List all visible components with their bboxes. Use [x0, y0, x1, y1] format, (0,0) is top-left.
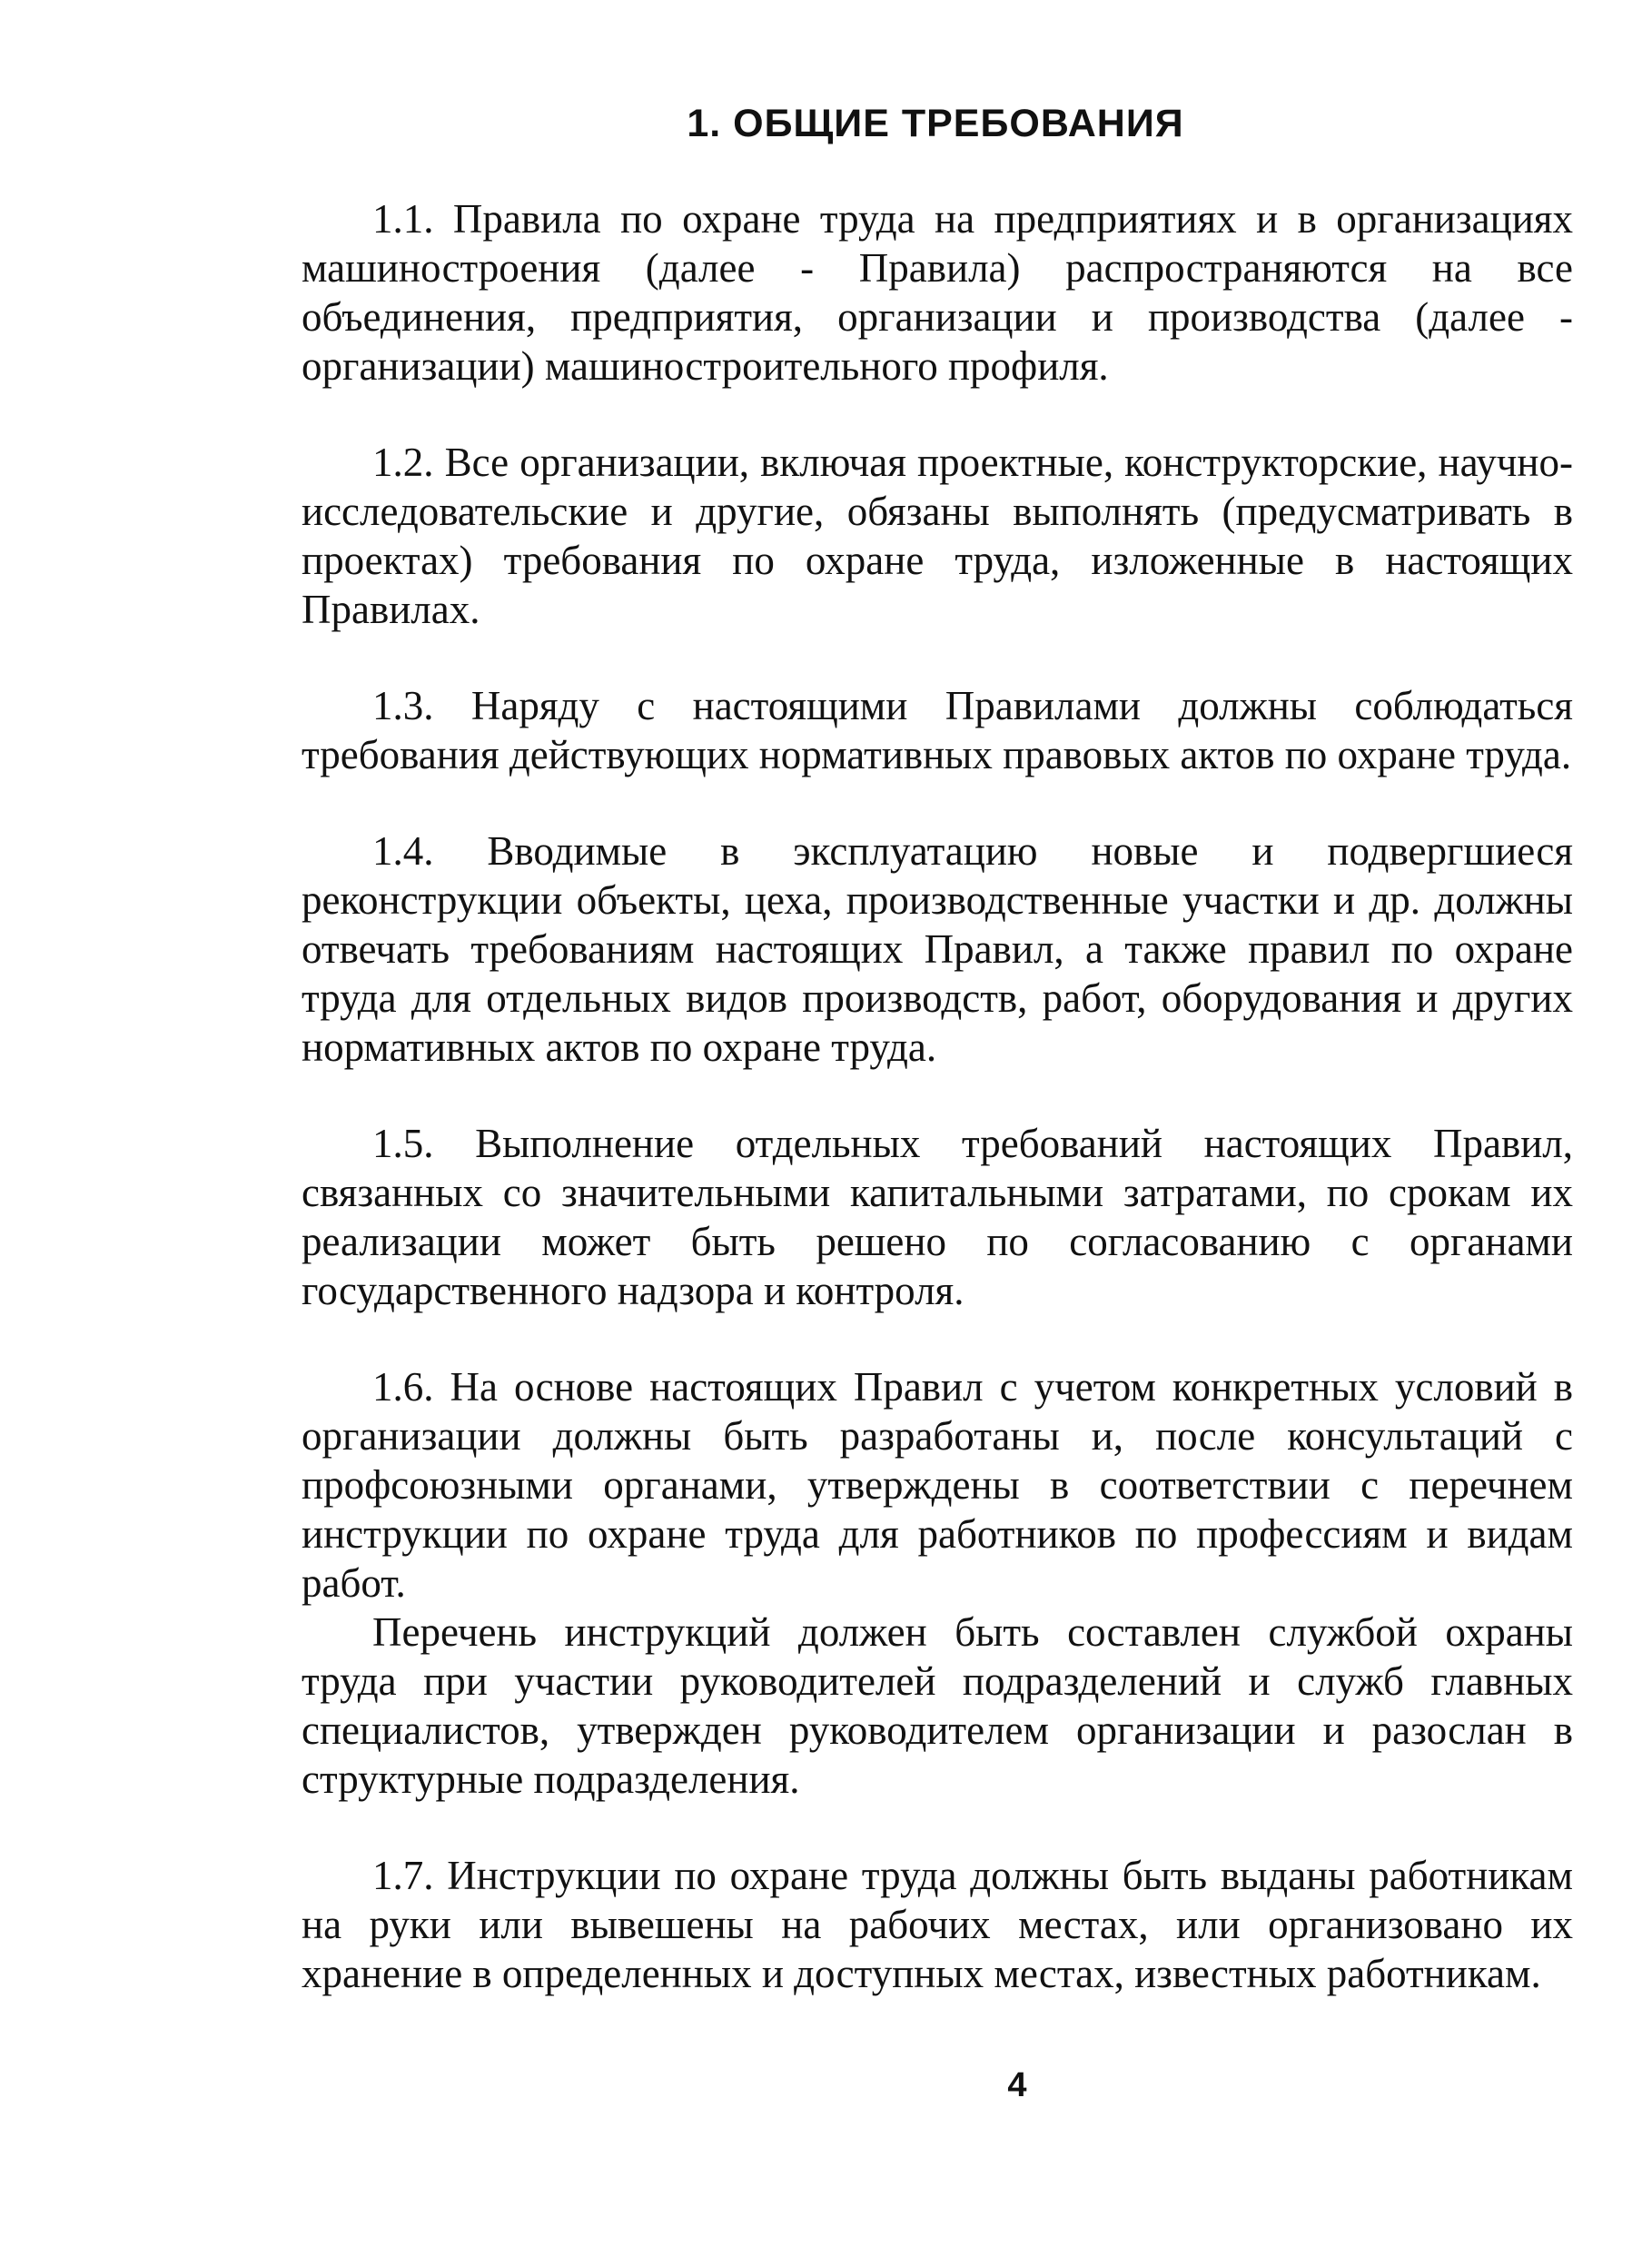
paragraph-1-3: 1.3. Наряду с настоящими Правилами должны соблюдаться требования действующих нормативных правовых актов по охране труда.	[302, 683, 1573, 777]
paragraph-1-4: 1.4. Вводимые в эксплуатацию новые и подвергшиеся реконструкции объекты, цеха, производственные участки и др. должны отвечать требованиям настоящих Правил, а также правил по охране труда для отдельных видов производств, работ, оборудования и других нормативных актов по охране труда.	[302, 828, 1573, 1070]
paragraph-1-1: 1.1. Правила по охране труда на предприятиях и в организациях машиностроения (далее - Правила) распространяются на все объединения, предприятия, организации и производства (далее - организации) машиностроительного профиля.	[302, 196, 1573, 389]
paragraph-1-6-continued: Перечень инструкций должен быть составлен службой охраны труда при участии руководителей подразделений и служб главных специалистов, утвержден руководителем организации и разослан в структурные подразделения.	[302, 1609, 1573, 1802]
section-title: 1. ОБЩИЕ ТРЕБОВАНИЯ	[687, 102, 1184, 145]
paragraph-1-5: 1.5. Выполнение отдельных требований настоящих Правил, связанных со значительными капитальными затратами, по срокам их реализации может быть решено по согласованию с органами государственного надзора и контроля.	[302, 1121, 1573, 1313]
page-number: 4	[1007, 2066, 1027, 2104]
paragraph-1-2: 1.2. Все организации, включая проектные, конструкторские, научно-исследовательские и другие, обязаны выполнять (предусматривать в проектах) требования по охране труда, изложенные в настоящих Правилах.	[302, 440, 1573, 632]
document-body	[302, 194, 1573, 1998]
paragraph-1-7: 1.7. Инструкции по охране труда должны быть выданы работникам на руки или вывешены на рабочих местах, или организовано их хранение в определенных и доступных местах, известных работникам.	[302, 1853, 1573, 1996]
paragraph-1-6: 1.6. На основе настоящих Правил с учетом конкретных условий в организации должны быть разработаны и, после консультаций с профсоюзными органами, утверждены в соответствии с перечнем инструкции по охране труда для работников по профессиям и видам работ.	[302, 1364, 1573, 1606]
